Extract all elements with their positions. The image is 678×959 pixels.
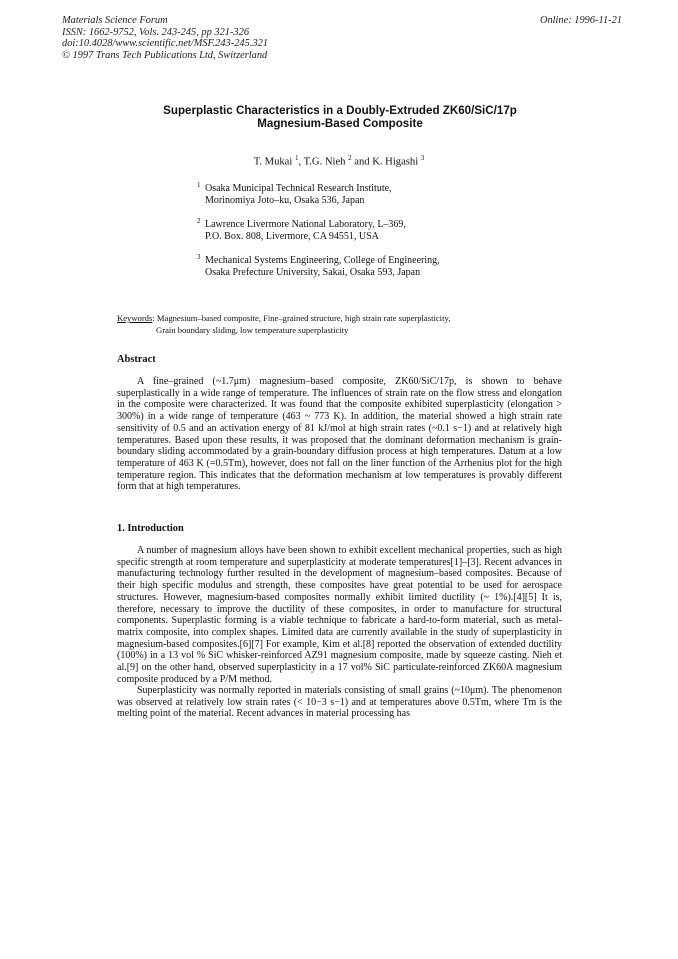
- keywords-line-2: Grain boundary sliding, low temperature superplasticity: [156, 324, 349, 335]
- online-date: Online: 1996-11-21: [539, 15, 622, 26]
- issn-line: ISSN: 1662-9752, Vols. 243-245, pp 321-326: [62, 26, 250, 38]
- affiliation-1-num: 1: [197, 181, 201, 189]
- author-and: and: [354, 156, 370, 168]
- author-list: T. Mukai $^1$, T.G. Nieh $^2$ and K. Higashi $^3$: [253, 154, 425, 168]
- introduction-paragraph-1: A number of magnesium alloys have been shown to exhibit excellent mechanical properties, such as high specific strength at room temperature and superplasticity at moderate temperatures[1]–[3]. Recent advances in manufacturing technology further resulted in the development of magnesium–based composites. Because of their high specific modulus and strength, these composites have great potential to be used for aerospace structures. However, magnesium-based composites normally exhibit limited ductility (~ 1%).[4][5] It is, therefore, necessary to improve the ductility of these composites, in order to manufacture for structural components. Superplastic forming is a viable technique to fabricate a hard-to-form material, such as metal-matrix composite, into complex shapes. Limited data are currently available in the study of superplasticity in magnesium-based composites.[6][7] For example, Kim et al.[8] reported the observation of extended ductility (100%) in a 13 vol % SiC whisker-reinforced AZ91 magnesium composite, made by squeeze casting. Nieh et al.[9] on the other hand, observed superplasticity in a 17 vol% SiC particulate-reinforced ZK60A magnesium composite produced by a P/M method.: [117, 545, 562, 685]
- keywords: Keywords: Magnesium–based composite, Fine–grained structure, high strain rate superplasticity, Grain boundary sliding, low temperature superplasticity: [117, 313, 497, 336]
- affiliation-3: [197, 253, 440, 279]
- affiliation-1: [197, 181, 392, 207]
- affiliation-2-num: 2: [197, 217, 201, 225]
- journal-header: [62, 15, 268, 61]
- affiliation-3-num: 3: [197, 253, 201, 261]
- doi-line: doi:10.4028/www.scientific.net/MSF.243-245.321: [62, 38, 268, 50]
- affiliation-2-line-2: P.O. Box. 808, Livermore, CA 94551, USA: [205, 230, 379, 242]
- title-line-2: Magnesium-Based Composite: [257, 117, 423, 131]
- author-2-sup: 2: [348, 154, 352, 162]
- affiliation-2-line-1: Lawrence Livermore National Laboratory, L–369,: [205, 219, 406, 230]
- author-1: T. Mukai: [253, 156, 293, 168]
- introduction-heading: 1. Introduction: [117, 523, 184, 534]
- keywords-label: Keywords: [117, 313, 153, 323]
- abstract-text: A fine–grained (~1.7μm) magnesium–based composite, ZK60/SiC/17p, is shown to behave superplastically in a wide range of temperature. The influences of strain rate on the flow stress and elongation in the composite were characterized. It was found that the composite exhibited superplasticity (elongation > 300%) in a wide range of temperature (463 ~ 773 K). In addition, the material showed a high strain rate sensitivity of 0.5 and an activation energy of 81 kJ/mol at high strain rates (~0.1 s−1) and at relatively high temperatures. Based upon these results, it was proposed that the dominant deformation mechanism is grain-boundary sliding accommodated by a grain-boundary diffusion process at high temperatures. Datum at a low temperature of 463 K (=0.5Tm), however, does not fall on the liner function of the Arrhenius plot for the high temperature region. This indicates that the deformation mechanism at low temperatures is provably different form that at high temperatures.: [117, 376, 562, 493]
- affiliation-1-line-1: Osaka Municipal Technical Research Institute,: [205, 183, 392, 194]
- copyright-line: © 1997 Trans Tech Publications Ltd, Switzerland: [62, 49, 268, 61]
- journal-name: Materials Science Forum: [62, 15, 168, 26]
- author-1-sup: 1: [294, 154, 299, 162]
- title-line-1: Superplastic Characteristics in a Doubly-Extruded ZK60/SiC/17p: [163, 104, 517, 117]
- affiliation-3-line-1: Mechanical Systems Engineering, College of Engineering,: [205, 255, 440, 266]
- introduction-paragraph-2: Superplasticity was normally reported in materials consisting of small grains (~10μm). The phenomenon was observed at relatively low strain rates (< 10−3 s−1) and at temperatures above 0.5Tm, where Tm is the melting point of the material. Recent advances in material processing has: [117, 685, 562, 720]
- affiliation-3-line-2: Osaka Prefecture University, Sakai, Osaka 593, Japan: [205, 266, 421, 278]
- affiliation-2: [197, 217, 406, 243]
- affiliation-1-line-2: Morinomiya Joto–ku, Osaka 536, Japan: [205, 194, 365, 206]
- keywords-line-1: Magnesium–based composite, Fine–grained structure, high strain rate superplasticity,: [156, 313, 451, 323]
- author-3-sup: 3: [420, 154, 425, 162]
- author-2: T.G. Nieh: [303, 156, 346, 168]
- author-3: K. Higashi: [372, 156, 419, 168]
- abstract-heading: Abstract: [117, 354, 156, 365]
- paper-title: [90, 104, 590, 131]
